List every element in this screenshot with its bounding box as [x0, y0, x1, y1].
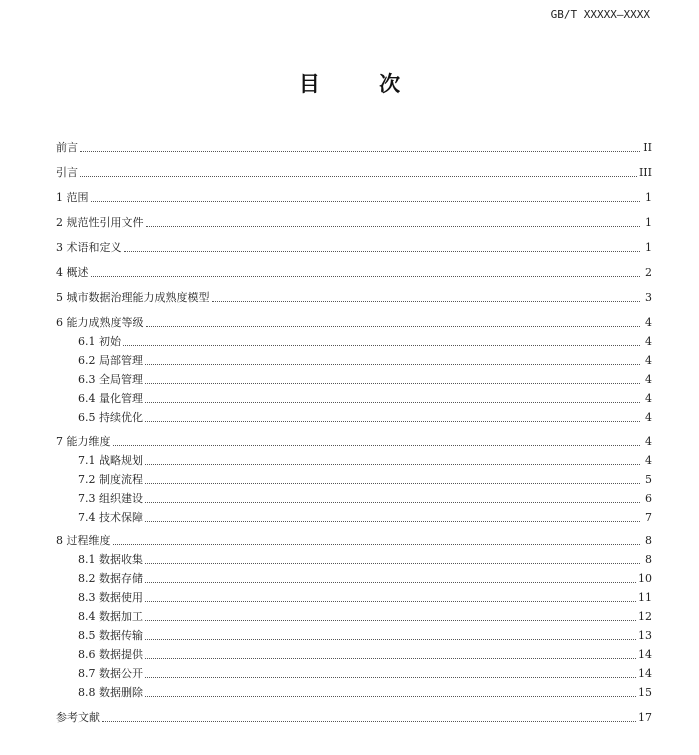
toc-entry-label: 2 规范性引用文件	[56, 216, 144, 229]
toc-entry[interactable]	[56, 350, 652, 368]
toc-entry[interactable]	[56, 287, 652, 305]
dot-leader	[91, 201, 641, 202]
toc-entry[interactable]	[56, 162, 652, 180]
toc-entry-page: 4	[645, 392, 652, 405]
toc-entry-label: 引言	[56, 166, 78, 179]
toc-entry[interactable]	[56, 137, 652, 155]
toc-entry[interactable]	[56, 450, 652, 468]
dot-leader	[113, 445, 641, 446]
toc-entry-label: 前言	[56, 141, 78, 154]
dot-leader	[145, 639, 636, 640]
toc-entry-label: 3 术语和定义	[56, 241, 122, 254]
dot-leader	[145, 402, 640, 403]
toc-entry-label: 6.5 持续优化	[78, 411, 143, 424]
dot-leader	[145, 696, 636, 697]
toc-entry-page: 8	[645, 553, 652, 566]
toc-entry-page: 1	[645, 241, 652, 254]
toc-entry[interactable]	[56, 568, 652, 586]
toc-entry-page: II	[643, 141, 652, 154]
toc-entry[interactable]	[56, 587, 652, 605]
toc-entry[interactable]	[56, 237, 652, 255]
toc-entry-label: 7.2 制度流程	[78, 473, 143, 486]
toc-entry-label: 6.4 量化管理	[78, 392, 143, 405]
toc-entry-label: 6.1 初始	[78, 335, 121, 348]
toc-entry-page: 7	[645, 511, 652, 524]
page-title: 目 次	[298, 71, 427, 96]
toc-entry-label: 8.3 数据使用	[78, 591, 143, 604]
toc-entry-label: 7 能力维度	[56, 435, 111, 448]
toc-entry-page: 4	[645, 335, 652, 348]
toc-entry-page: 14	[638, 648, 652, 661]
toc-entry-label: 7.1 战略规划	[78, 454, 143, 467]
toc-entry-page: 4	[645, 316, 652, 329]
toc-entry-page: 4	[645, 373, 652, 386]
toc-entry-page: III	[638, 166, 652, 179]
dot-leader	[113, 544, 641, 545]
toc-entry-label: 6.3 全局管理	[78, 373, 143, 386]
toc-entry-label: 参考文献	[56, 711, 100, 724]
dot-leader	[91, 276, 641, 277]
dot-leader	[145, 658, 636, 659]
toc-entry-page: 15	[638, 686, 652, 699]
dot-leader	[145, 464, 640, 465]
toc-entry-label: 6.2 局部管理	[78, 354, 143, 367]
toc-entry-page: 13	[638, 629, 652, 642]
toc-entry-page: 3	[645, 291, 652, 304]
toc-entry-page: 4	[645, 435, 652, 448]
standard-code: GB/T XXXXX—XXXX	[550, 8, 650, 21]
toc-entry-label: 8.7 数据公开	[78, 667, 143, 680]
dot-leader	[145, 364, 640, 365]
toc-entry-label: 7.4 技术保障	[78, 511, 143, 524]
toc-entry-page: 11	[638, 591, 652, 604]
toc-entry-label: 8 过程维度	[56, 534, 111, 547]
dot-leader	[124, 251, 641, 252]
dot-leader	[212, 301, 641, 302]
dot-leader	[145, 483, 640, 484]
toc-entry[interactable]	[56, 187, 652, 205]
toc-entry-page: 4	[645, 354, 652, 367]
dot-leader	[123, 345, 640, 346]
dot-leader	[145, 620, 636, 621]
toc-entry-page: 4	[645, 411, 652, 424]
dot-leader	[145, 677, 636, 678]
dot-leader	[145, 601, 636, 602]
toc-entry[interactable]	[56, 488, 652, 506]
toc-entry-label: 4 概述	[56, 266, 89, 279]
toc-entry[interactable]	[56, 431, 652, 449]
dot-leader	[80, 151, 640, 152]
dot-leader	[145, 383, 640, 384]
toc-entry-label: 8.4 数据加工	[78, 610, 143, 623]
toc-entry-page: 10	[638, 572, 652, 585]
toc-entry-label: 8.1 数据收集	[78, 553, 143, 566]
toc-entry-page: 14	[638, 667, 652, 680]
toc-entry-label: 1 范围	[56, 191, 89, 204]
toc-entry-page: 1	[645, 191, 652, 204]
toc-entry-page: 17	[638, 711, 652, 724]
toc-entry-page: 1	[645, 216, 652, 229]
toc-entry[interactable]	[56, 212, 652, 230]
toc-entry[interactable]	[56, 707, 652, 725]
toc-entry-page: 4	[645, 454, 652, 467]
toc-entry[interactable]	[56, 262, 652, 280]
toc-entry-label: 6 能力成熟度等级	[56, 316, 144, 329]
toc-entry[interactable]	[56, 530, 652, 548]
toc-entry[interactable]	[56, 625, 652, 643]
dot-leader	[80, 176, 637, 177]
dot-leader	[145, 582, 636, 583]
toc-entry[interactable]	[56, 407, 652, 425]
toc-entry-label: 5 城市数据治理能力成熟度模型	[56, 291, 210, 304]
toc-entry-page: 2	[645, 266, 652, 279]
toc-entry[interactable]	[56, 644, 652, 662]
dot-leader	[145, 521, 640, 522]
toc-entry-page: 8	[645, 534, 652, 547]
toc-entry-page: 12	[638, 610, 652, 623]
toc-entry[interactable]	[56, 507, 652, 525]
dot-leader	[102, 721, 636, 722]
toc-entry-page: 6	[645, 492, 652, 505]
toc-entry[interactable]	[56, 549, 652, 567]
toc-entry[interactable]	[56, 312, 652, 330]
toc-entry-label: 8.2 数据存储	[78, 572, 143, 585]
toc-entry[interactable]	[56, 469, 652, 487]
dot-leader	[145, 563, 640, 564]
toc-entry-page: 5	[645, 473, 652, 486]
toc-entry[interactable]	[56, 331, 652, 349]
dot-leader	[146, 326, 641, 327]
toc-entry[interactable]	[56, 388, 652, 406]
dot-leader	[145, 502, 640, 503]
toc-entry-label: 8.8 数据删除	[78, 686, 143, 699]
dot-leader	[145, 421, 640, 422]
toc-entry[interactable]	[56, 369, 652, 387]
toc-entry[interactable]	[56, 663, 652, 681]
dot-leader	[146, 226, 641, 227]
toc-entry-label: 7.3 组织建设	[78, 492, 143, 505]
toc-entry-label: 8.5 数据传输	[78, 629, 143, 642]
toc-entry[interactable]	[56, 682, 652, 700]
toc-entry-label: 8.6 数据提供	[78, 648, 143, 661]
toc-entry[interactable]	[56, 606, 652, 624]
